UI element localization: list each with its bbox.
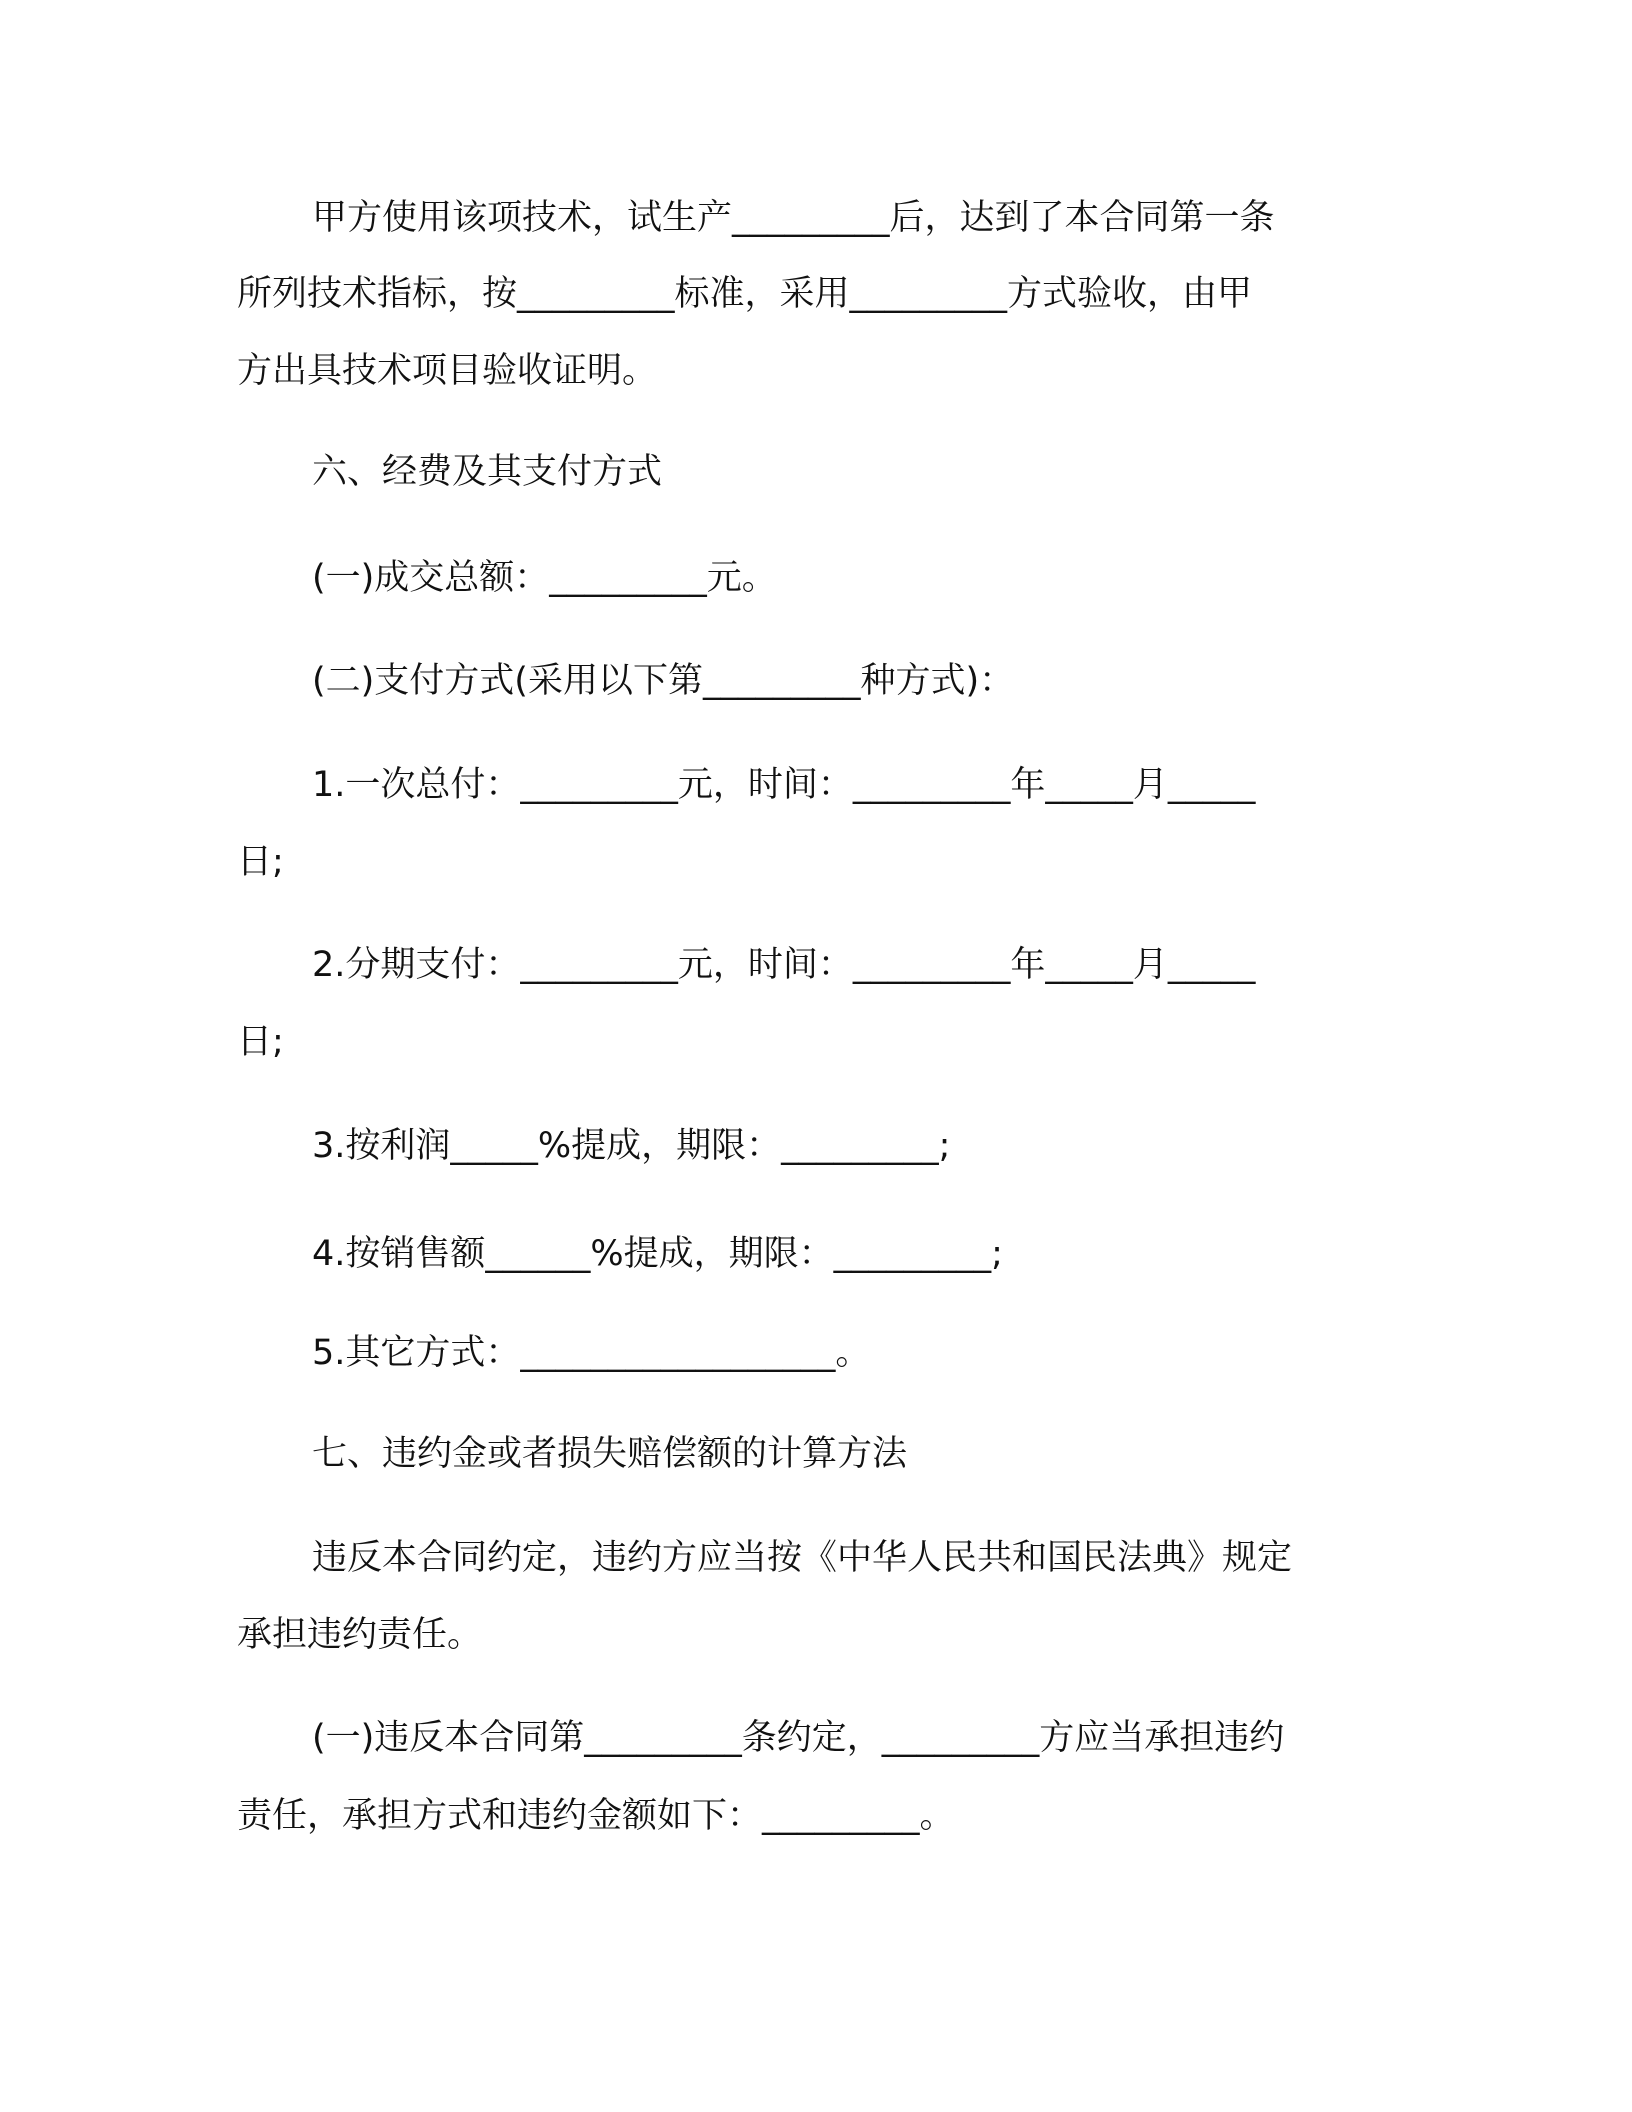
paragraph-liability-line-1: 违反本合同约定，违约方应当按《中华人民共和国民法典》规定 bbox=[312, 1538, 1293, 1578]
paragraph-acceptance-line-3: 方出具技术项目验收证明。 bbox=[237, 351, 658, 391]
section-heading-six: 六、经费及其支付方式 bbox=[312, 452, 663, 492]
payment-option-1-line-1: 1.一次总付：_________元，时间：_________年_____月_____ bbox=[312, 765, 1256, 805]
payment-option-2-line-2: 日; bbox=[237, 1022, 284, 1062]
payment-option-5: 5.其它方式：__________________。 bbox=[312, 1333, 871, 1373]
clause-total-amount: (一)成交总额：_________元。 bbox=[312, 558, 777, 598]
paragraph-acceptance-line-2: 所列技术指标，按_________标准，采用_________方式验收，由甲 bbox=[237, 274, 1253, 314]
payment-option-2-line-1: 2.分期支付：_________元，时间：_________年_____月_____ bbox=[312, 945, 1256, 985]
payment-option-1-line-2: 日; bbox=[237, 842, 284, 882]
paragraph-liability-line-2: 承担违约责任。 bbox=[237, 1615, 483, 1655]
payment-option-4: 4.按销售额______%提成，期限：_________; bbox=[312, 1234, 1003, 1274]
paragraph-acceptance-line-1: 甲方使用该项技术，试生产_________后，达到了本合同第一条 bbox=[312, 198, 1275, 238]
section-heading-seven: 七、违约金或者损失赔偿额的计算方法 bbox=[312, 1434, 908, 1474]
payment-option-3: 3.按利润_____%提成，期限：_________; bbox=[312, 1126, 951, 1166]
clause-breach-line-1: (一)违反本合同第_________条约定，_________方应当承担违约 bbox=[312, 1718, 1285, 1758]
clause-breach-line-2: 责任，承担方式和违约金额如下：_________。 bbox=[237, 1796, 955, 1836]
clause-payment-method: (二)支付方式(采用以下第_________种方式)： bbox=[312, 661, 1015, 701]
